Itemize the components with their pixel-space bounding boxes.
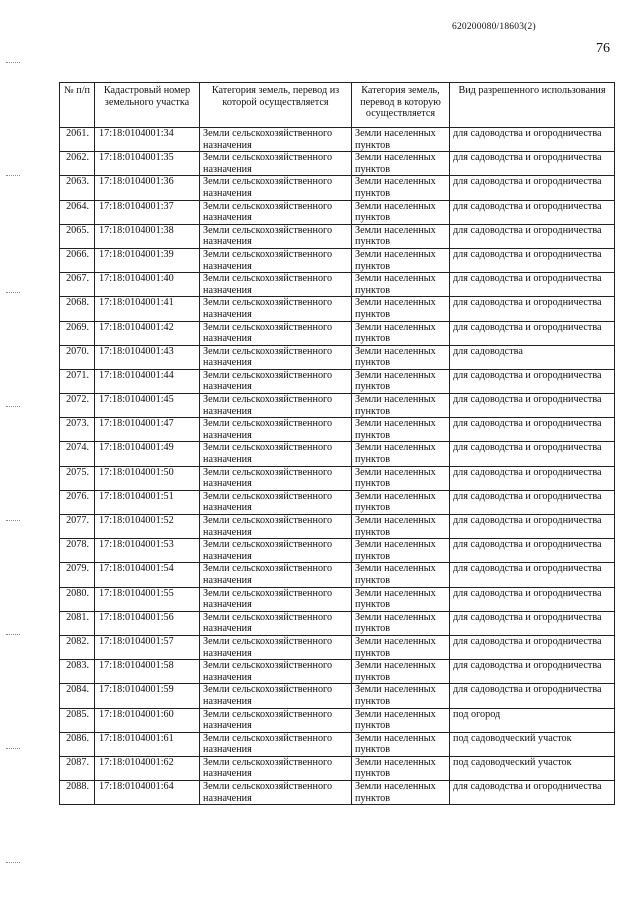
category-from: Земли сельскохозяйственного назначения bbox=[200, 224, 352, 248]
category-to: Земли населенных пунктов bbox=[352, 273, 450, 297]
category-to: Земли населенных пунктов bbox=[352, 200, 450, 224]
category-to: Земли населенных пунктов bbox=[352, 152, 450, 176]
permitted-use: для садоводства и огородничества bbox=[450, 321, 615, 345]
category-to: Земли населенных пунктов bbox=[352, 224, 450, 248]
permitted-use: для садоводства и огородничества bbox=[450, 297, 615, 321]
table-row bbox=[60, 152, 615, 176]
table-row bbox=[60, 176, 615, 200]
row-number: 2081. bbox=[60, 611, 95, 635]
permitted-use: под огород bbox=[450, 708, 615, 732]
cadastral-number: 17:18:0104001:35 bbox=[95, 152, 200, 176]
row-number: 2079. bbox=[60, 563, 95, 587]
table-row bbox=[60, 394, 615, 418]
permitted-use: для садоводства и огородничества bbox=[450, 418, 615, 442]
permitted-use: под садоводческий участок bbox=[450, 756, 615, 780]
category-to: Земли населенных пунктов bbox=[352, 248, 450, 272]
cadastral-number: 17:18:0104001:62 bbox=[95, 756, 200, 780]
row-number: 2080. bbox=[60, 587, 95, 611]
row-number: 2069. bbox=[60, 321, 95, 345]
category-to: Земли населенных пунктов bbox=[352, 176, 450, 200]
margin-mark bbox=[6, 175, 20, 178]
category-from: Земли сельскохозяйственного назначения bbox=[200, 345, 352, 369]
row-number: 2071. bbox=[60, 369, 95, 393]
category-from: Земли сельскохозяйственного назначения bbox=[200, 611, 352, 635]
permitted-use: для садоводства bbox=[450, 345, 615, 369]
table-row bbox=[60, 756, 615, 780]
permitted-use: для садоводства и огородничества bbox=[450, 466, 615, 490]
category-to: Земли населенных пунктов bbox=[352, 563, 450, 587]
category-to: Земли населенных пунктов bbox=[352, 297, 450, 321]
category-from: Земли сельскохозяйственного назначения bbox=[200, 781, 352, 805]
table-row bbox=[60, 273, 615, 297]
cadastral-number: 17:18:0104001:57 bbox=[95, 635, 200, 659]
table-row bbox=[60, 297, 615, 321]
row-number: 2067. bbox=[60, 273, 95, 297]
row-number: 2062. bbox=[60, 152, 95, 176]
permitted-use: для садоводства и огородничества bbox=[450, 611, 615, 635]
table-row bbox=[60, 418, 615, 442]
row-number: 2068. bbox=[60, 297, 95, 321]
cadastral-number: 17:18:0104001:49 bbox=[95, 442, 200, 466]
category-from: Земли сельскохозяйственного назначения bbox=[200, 394, 352, 418]
table-row bbox=[60, 128, 615, 152]
page-number: 76 bbox=[596, 41, 610, 56]
column-header-to-category: Категория земель, перевод в которую осуществляется bbox=[352, 83, 450, 128]
row-number: 2088. bbox=[60, 781, 95, 805]
category-to: Земли населенных пунктов bbox=[352, 660, 450, 684]
table-row bbox=[60, 466, 615, 490]
row-number: 2085. bbox=[60, 708, 95, 732]
permitted-use: для садоводства и огородничества bbox=[450, 563, 615, 587]
category-to: Земли населенных пунктов bbox=[352, 539, 450, 563]
table-row bbox=[60, 490, 615, 514]
cadastral-number: 17:18:0104001:53 bbox=[95, 539, 200, 563]
table-row bbox=[60, 732, 615, 756]
permitted-use: для садоводства и огородничества bbox=[450, 660, 615, 684]
table-row bbox=[60, 345, 615, 369]
permitted-use: для садоводства и огородничества bbox=[450, 515, 615, 539]
cadastral-number: 17:18:0104001:41 bbox=[95, 297, 200, 321]
cadastral-number: 17:18:0104001:50 bbox=[95, 466, 200, 490]
cadastral-number: 17:18:0104001:52 bbox=[95, 515, 200, 539]
row-number: 2084. bbox=[60, 684, 95, 708]
permitted-use: для садоводства и огородничества bbox=[450, 224, 615, 248]
category-from: Земли сельскохозяйственного назначения bbox=[200, 321, 352, 345]
category-from: Земли сельскохозяйственного назначения bbox=[200, 490, 352, 514]
column-header-cadastral: Кадастровый номер земельного участка bbox=[95, 83, 200, 128]
category-from: Земли сельскохозяйственного назначения bbox=[200, 732, 352, 756]
cadastral-number: 17:18:0104001:39 bbox=[95, 248, 200, 272]
margin-mark bbox=[6, 62, 20, 65]
cadastral-number: 17:18:0104001:43 bbox=[95, 345, 200, 369]
document-code: 620200080/18603(2) bbox=[452, 22, 536, 32]
table-row bbox=[60, 539, 615, 563]
row-number: 2074. bbox=[60, 442, 95, 466]
permitted-use: для садоводства и огородничества bbox=[450, 635, 615, 659]
category-from: Земли сельскохозяйственного назначения bbox=[200, 176, 352, 200]
row-number: 2072. bbox=[60, 394, 95, 418]
category-from: Земли сельскохозяйственного назначения bbox=[200, 418, 352, 442]
permitted-use: для садоводства и огородничества bbox=[450, 248, 615, 272]
margin-mark bbox=[6, 748, 20, 751]
permitted-use: для садоводства и огородничества bbox=[450, 442, 615, 466]
cadastral-number: 17:18:0104001:51 bbox=[95, 490, 200, 514]
table-row bbox=[60, 635, 615, 659]
cadastral-number: 17:18:0104001:59 bbox=[95, 684, 200, 708]
cadastral-number: 17:18:0104001:61 bbox=[95, 732, 200, 756]
permitted-use: для садоводства и огородничества bbox=[450, 128, 615, 152]
table-row bbox=[60, 369, 615, 393]
margin-mark bbox=[6, 634, 20, 637]
row-number: 2082. bbox=[60, 635, 95, 659]
category-to: Земли населенных пунктов bbox=[352, 732, 450, 756]
cadastral-number: 17:18:0104001:38 bbox=[95, 224, 200, 248]
row-number: 2073. bbox=[60, 418, 95, 442]
category-from: Земли сельскохозяйственного назначения bbox=[200, 442, 352, 466]
permitted-use: для садоводства и огородничества bbox=[450, 394, 615, 418]
category-to: Земли населенных пунктов bbox=[352, 756, 450, 780]
row-number: 2066. bbox=[60, 248, 95, 272]
category-from: Земли сельскохозяйственного назначения bbox=[200, 369, 352, 393]
cadastral-number: 17:18:0104001:45 bbox=[95, 394, 200, 418]
category-to: Земли населенных пунктов bbox=[352, 321, 450, 345]
category-from: Земли сельскохозяйственного назначения bbox=[200, 466, 352, 490]
table-row bbox=[60, 200, 615, 224]
table-header-row bbox=[60, 83, 615, 128]
row-number: 2076. bbox=[60, 490, 95, 514]
row-number: 2077. bbox=[60, 515, 95, 539]
category-from: Земли сельскохозяйственного назначения bbox=[200, 273, 352, 297]
row-number: 2078. bbox=[60, 539, 95, 563]
category-from: Земли сельскохозяйственного назначения bbox=[200, 152, 352, 176]
row-number: 2086. bbox=[60, 732, 95, 756]
row-number: 2075. bbox=[60, 466, 95, 490]
category-from: Земли сельскохозяйственного назначения bbox=[200, 297, 352, 321]
category-to: Земли населенных пунктов bbox=[352, 128, 450, 152]
table-row bbox=[60, 611, 615, 635]
category-to: Земли населенных пунктов bbox=[352, 708, 450, 732]
row-number: 2070. bbox=[60, 345, 95, 369]
category-from: Земли сельскохозяйственного назначения bbox=[200, 128, 352, 152]
row-number: 2064. bbox=[60, 200, 95, 224]
margin-mark bbox=[6, 292, 20, 295]
row-number: 2087. bbox=[60, 756, 95, 780]
category-to: Земли населенных пунктов bbox=[352, 442, 450, 466]
permitted-use: для садоводства и огородничества bbox=[450, 369, 615, 393]
table-row bbox=[60, 563, 615, 587]
cadastral-number: 17:18:0104001:42 bbox=[95, 321, 200, 345]
category-to: Земли населенных пунктов bbox=[352, 635, 450, 659]
table-row bbox=[60, 248, 615, 272]
category-to: Земли населенных пунктов bbox=[352, 611, 450, 635]
category-from: Земли сельскохозяйственного назначения bbox=[200, 756, 352, 780]
category-to: Земли населенных пунктов bbox=[352, 781, 450, 805]
row-number: 2063. bbox=[60, 176, 95, 200]
category-to: Земли населенных пунктов bbox=[352, 466, 450, 490]
cadastral-number: 17:18:0104001:64 bbox=[95, 781, 200, 805]
category-from: Земли сельскохозяйственного назначения bbox=[200, 684, 352, 708]
cadastral-number: 17:18:0104001:54 bbox=[95, 563, 200, 587]
margin-mark bbox=[6, 862, 20, 865]
permitted-use: для садоводства и огородничества bbox=[450, 200, 615, 224]
category-from: Земли сельскохозяйственного назначения bbox=[200, 248, 352, 272]
category-from: Земли сельскохозяйственного назначения bbox=[200, 708, 352, 732]
margin-mark bbox=[6, 520, 20, 523]
category-to: Земли населенных пунктов bbox=[352, 418, 450, 442]
table-row bbox=[60, 321, 615, 345]
cadastral-number: 17:18:0104001:55 bbox=[95, 587, 200, 611]
permitted-use: для садоводства и огородничества bbox=[450, 781, 615, 805]
permitted-use: для садоводства и огородничества bbox=[450, 176, 615, 200]
table-row bbox=[60, 781, 615, 805]
land-plots-table bbox=[59, 82, 615, 805]
permitted-use: для садоводства и огородничества bbox=[450, 684, 615, 708]
cadastral-number: 17:18:0104001:56 bbox=[95, 611, 200, 635]
category-to: Земли населенных пунктов bbox=[352, 515, 450, 539]
category-from: Земли сельскохозяйственного назначения bbox=[200, 587, 352, 611]
table-row bbox=[60, 708, 615, 732]
table-row bbox=[60, 515, 615, 539]
cadastral-number: 17:18:0104001:34 bbox=[95, 128, 200, 152]
table-row bbox=[60, 224, 615, 248]
category-from: Земли сельскохозяйственного назначения bbox=[200, 515, 352, 539]
category-to: Земли населенных пунктов bbox=[352, 684, 450, 708]
permitted-use: для садоводства и огородничества bbox=[450, 587, 615, 611]
category-to: Земли населенных пунктов bbox=[352, 369, 450, 393]
table-row bbox=[60, 442, 615, 466]
category-from: Земли сельскохозяйственного назначения bbox=[200, 660, 352, 684]
permitted-use: для садоводства и огородничества bbox=[450, 490, 615, 514]
category-from: Земли сельскохозяйственного назначения bbox=[200, 200, 352, 224]
row-number: 2083. bbox=[60, 660, 95, 684]
cadastral-number: 17:18:0104001:37 bbox=[95, 200, 200, 224]
row-number: 2061. bbox=[60, 128, 95, 152]
permitted-use: для садоводства и огородничества bbox=[450, 152, 615, 176]
table-row bbox=[60, 660, 615, 684]
category-to: Земли населенных пунктов bbox=[352, 587, 450, 611]
category-to: Земли населенных пунктов bbox=[352, 490, 450, 514]
cadastral-number: 17:18:0104001:60 bbox=[95, 708, 200, 732]
category-from: Земли сельскохозяйственного назначения bbox=[200, 563, 352, 587]
cadastral-number: 17:18:0104001:58 bbox=[95, 660, 200, 684]
permitted-use: для садоводства и огородничества bbox=[450, 273, 615, 297]
column-header-from-category: Категория земель, перевод из которой осуществляется bbox=[200, 83, 352, 128]
column-header-number: № п/п bbox=[60, 83, 95, 128]
category-from: Земли сельскохозяйственного назначения bbox=[200, 635, 352, 659]
column-header-permitted-use: Вид разрешенного использования bbox=[450, 83, 615, 128]
permitted-use: под садоводческий участок bbox=[450, 732, 615, 756]
category-from: Земли сельскохозяйственного назначения bbox=[200, 539, 352, 563]
row-number: 2065. bbox=[60, 224, 95, 248]
cadastral-number: 17:18:0104001:47 bbox=[95, 418, 200, 442]
table-row bbox=[60, 684, 615, 708]
permitted-use: для садоводства и огородничества bbox=[450, 539, 615, 563]
category-to: Земли населенных пунктов bbox=[352, 345, 450, 369]
cadastral-number: 17:18:0104001:40 bbox=[95, 273, 200, 297]
category-to: Земли населенных пунктов bbox=[352, 394, 450, 418]
margin-mark bbox=[6, 406, 20, 409]
table-row bbox=[60, 587, 615, 611]
cadastral-number: 17:18:0104001:36 bbox=[95, 176, 200, 200]
cadastral-number: 17:18:0104001:44 bbox=[95, 369, 200, 393]
